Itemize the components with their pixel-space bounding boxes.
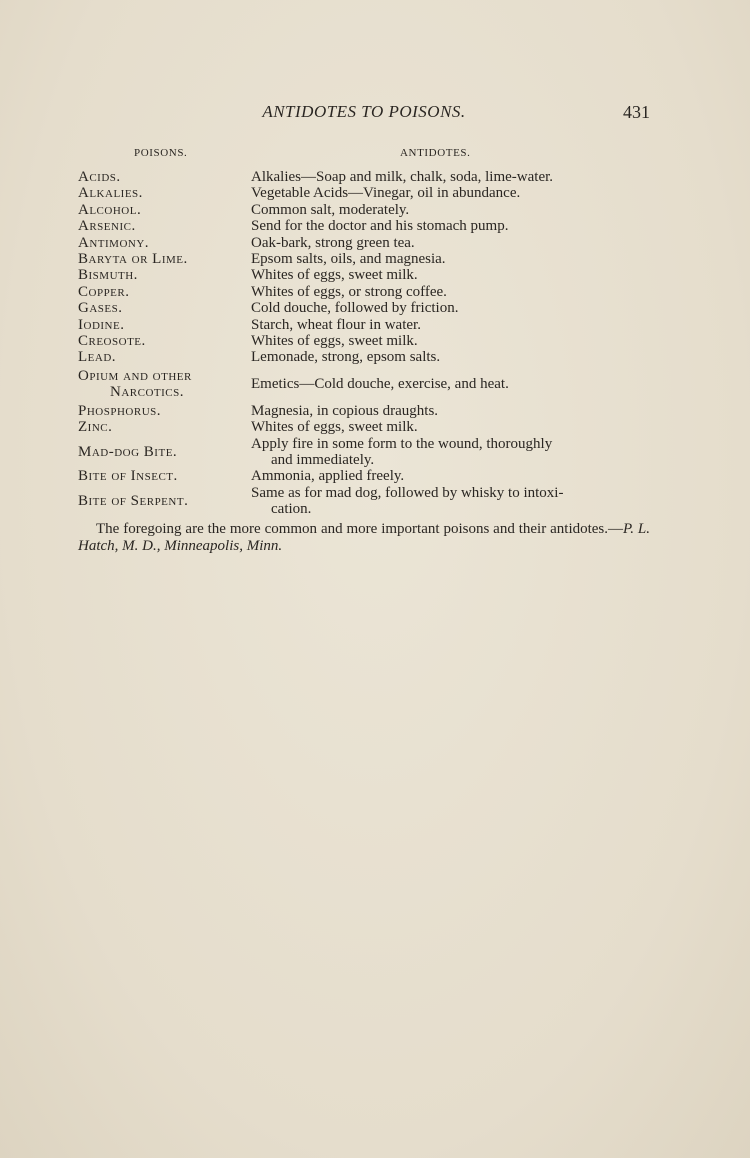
poison-name: Mad-dog Bite. <box>78 443 178 460</box>
poison-name: Alcohol. <box>78 201 142 218</box>
poison-name: Antimony. <box>78 234 150 251</box>
antidote-text: Vegetable Acids—Vinegar, oil in abundance. <box>251 185 521 202</box>
poison-name: Phosphorus. <box>78 402 162 419</box>
poison-name: Copper. <box>78 283 130 300</box>
table-row <box>78 267 658 283</box>
poison-name: Bite of Serpent. <box>78 492 189 509</box>
poison-name-line: Opium and other <box>78 367 192 384</box>
table-row <box>78 403 658 419</box>
antidote-text <box>251 436 658 469</box>
table-row <box>78 485 658 518</box>
table-row <box>78 218 658 234</box>
table-row <box>78 368 658 401</box>
footnote <box>78 521 650 555</box>
poison-name: Zinc. <box>78 419 113 436</box>
antidote-text <box>251 485 658 518</box>
poison-name-continuation: Narcotics. <box>110 384 184 401</box>
antidote-text: Whites of eggs, or strong coffee. <box>251 283 447 300</box>
table-row <box>78 235 658 251</box>
footnote-text: The foregoing are the more common and more important poisons and their antidotes.— <box>96 521 624 537</box>
antidote-text: Whites of eggs, sweet milk. <box>251 333 418 350</box>
table-row <box>78 300 658 316</box>
antidote-continuation: cation. <box>271 501 312 518</box>
antidote-line: Same as for mad dog, followed by whisky to intoxi- <box>251 484 564 501</box>
poison-name: Alkalies. <box>78 185 143 202</box>
poison-name: Creosote. <box>78 333 146 350</box>
antidote-text: Starch, wheat flour in water. <box>251 316 421 333</box>
antidote-text: Send for the doctor and his stomach pump. <box>251 218 509 235</box>
table-row <box>78 185 658 201</box>
poison-name: Arsenic. <box>78 218 136 235</box>
page-number: 431 <box>623 102 650 122</box>
antidote-text: Lemonade, strong, epsom salts. <box>251 349 441 366</box>
poison-name: Iodine. <box>78 316 125 333</box>
antidote-text: Common salt, moderately. <box>251 201 410 218</box>
poison-name: Acids. <box>78 169 121 185</box>
table-row <box>78 436 658 469</box>
table-row <box>78 349 658 365</box>
poison-name: Bite of Insect. <box>78 468 178 485</box>
running-head <box>78 102 650 128</box>
table-row <box>78 419 658 435</box>
table-row <box>78 317 658 333</box>
poison-name <box>78 368 251 401</box>
table-row <box>78 202 658 218</box>
antidote-table <box>78 169 658 518</box>
antidote-text: Oak-bark, strong green tea. <box>251 234 415 251</box>
table-row <box>78 468 658 484</box>
antidote-text: Magnesia, in copious draughts. <box>251 402 439 419</box>
antidote-text: Ammonia, applied freely. <box>251 468 405 485</box>
poison-name: Bismuth. <box>78 267 138 284</box>
antidote-text: Emetics—Cold douche, exercise, and heat. <box>251 376 509 393</box>
table-row <box>78 169 658 185</box>
antidote-text: Cold douche, followed by friction. <box>251 300 459 317</box>
footnote-credit: P. L. Hatch, M. D., Minneapolis, Minn. <box>78 521 650 554</box>
table-row <box>78 333 658 349</box>
antidote-line: Apply fire in some form to the wound, thoroughly <box>251 435 553 452</box>
poison-name: Lead. <box>78 349 117 366</box>
antidote-text: Whites of eggs, sweet milk. <box>251 419 418 436</box>
poisons-column-header: POISONS. <box>134 147 188 159</box>
table-row <box>78 284 658 300</box>
poison-name: Gases. <box>78 300 123 317</box>
antidotes-column-header: ANTIDOTES. <box>400 147 471 159</box>
antidote-text: Whites of eggs, sweet milk. <box>251 267 418 284</box>
antidote-text: Epsom salts, oils, and magnesia. <box>251 251 446 268</box>
page-title: ANTIDOTES TO POISONS. <box>262 102 466 121</box>
poison-name: Baryta or Lime. <box>78 251 188 268</box>
antidote-continuation: and immediately. <box>271 451 375 468</box>
antidote-text: Alkalies—Soap and milk, chalk, soda, lime-water. <box>251 169 554 185</box>
table-row <box>78 251 658 267</box>
